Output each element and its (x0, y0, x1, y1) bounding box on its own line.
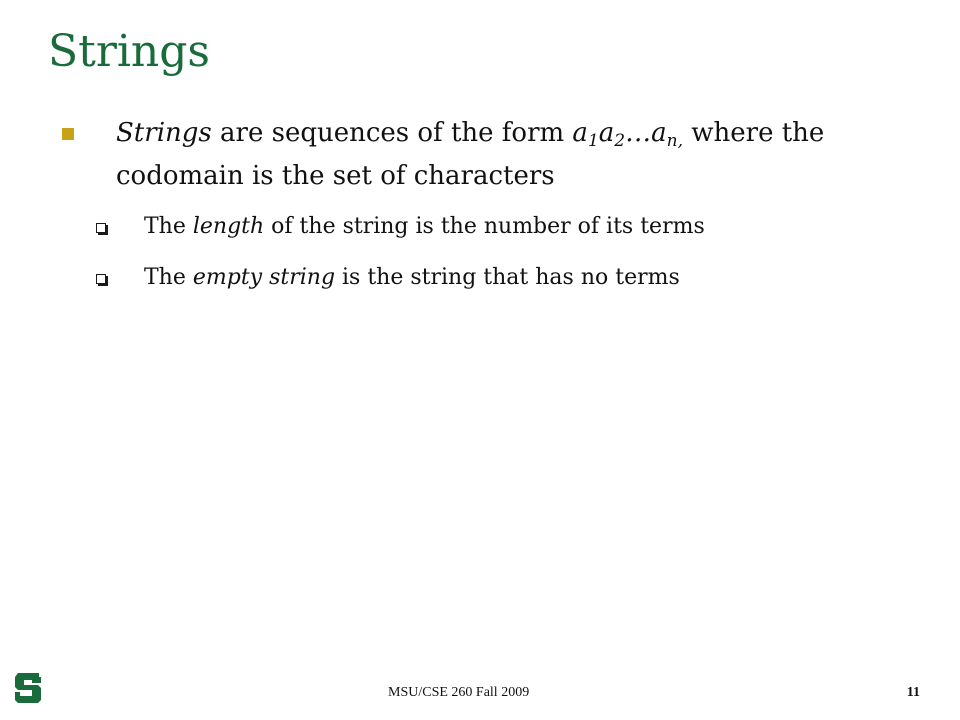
seq-ellipsis: … (625, 118, 652, 148)
sub-bullet-after: is the string that has no terms (335, 265, 680, 290)
sub-bullet-after: of the string is the number of its terms (264, 214, 705, 239)
seq-an-subscript: n, (666, 131, 683, 151)
page-number: 11 (906, 685, 920, 700)
term-empty-string: empty string (192, 265, 336, 290)
term-length: length (192, 214, 265, 239)
sub-bullet-before: The (144, 265, 193, 290)
text-before-sequence: are sequences of the form (211, 118, 573, 148)
bullet-square-icon (62, 128, 74, 140)
seq-a1-subscript: 1 (587, 131, 599, 151)
term-strings: Strings (116, 118, 212, 148)
seq-a1: a (572, 118, 588, 148)
hollow-square-bullet-icon (96, 223, 106, 233)
bullet-text (116, 112, 876, 198)
hollow-square-bullet-icon (96, 274, 106, 284)
slide-title: Strings (48, 26, 211, 77)
sub-bullet-text (144, 260, 680, 296)
seq-a2-subscript: 2 (614, 131, 626, 151)
footer-course: MSU/CSE 260 Fall 2009 (388, 685, 530, 700)
sub-bullet-text (144, 209, 705, 245)
sub-bullet-before: The (144, 214, 193, 239)
seq-an: a (651, 118, 667, 148)
seq-a2: a (598, 118, 615, 148)
spartan-s-logo-icon (12, 670, 44, 706)
text-after-sequence: where the codomain is the set of characters (116, 118, 825, 191)
sequence-notation (572, 118, 683, 151)
